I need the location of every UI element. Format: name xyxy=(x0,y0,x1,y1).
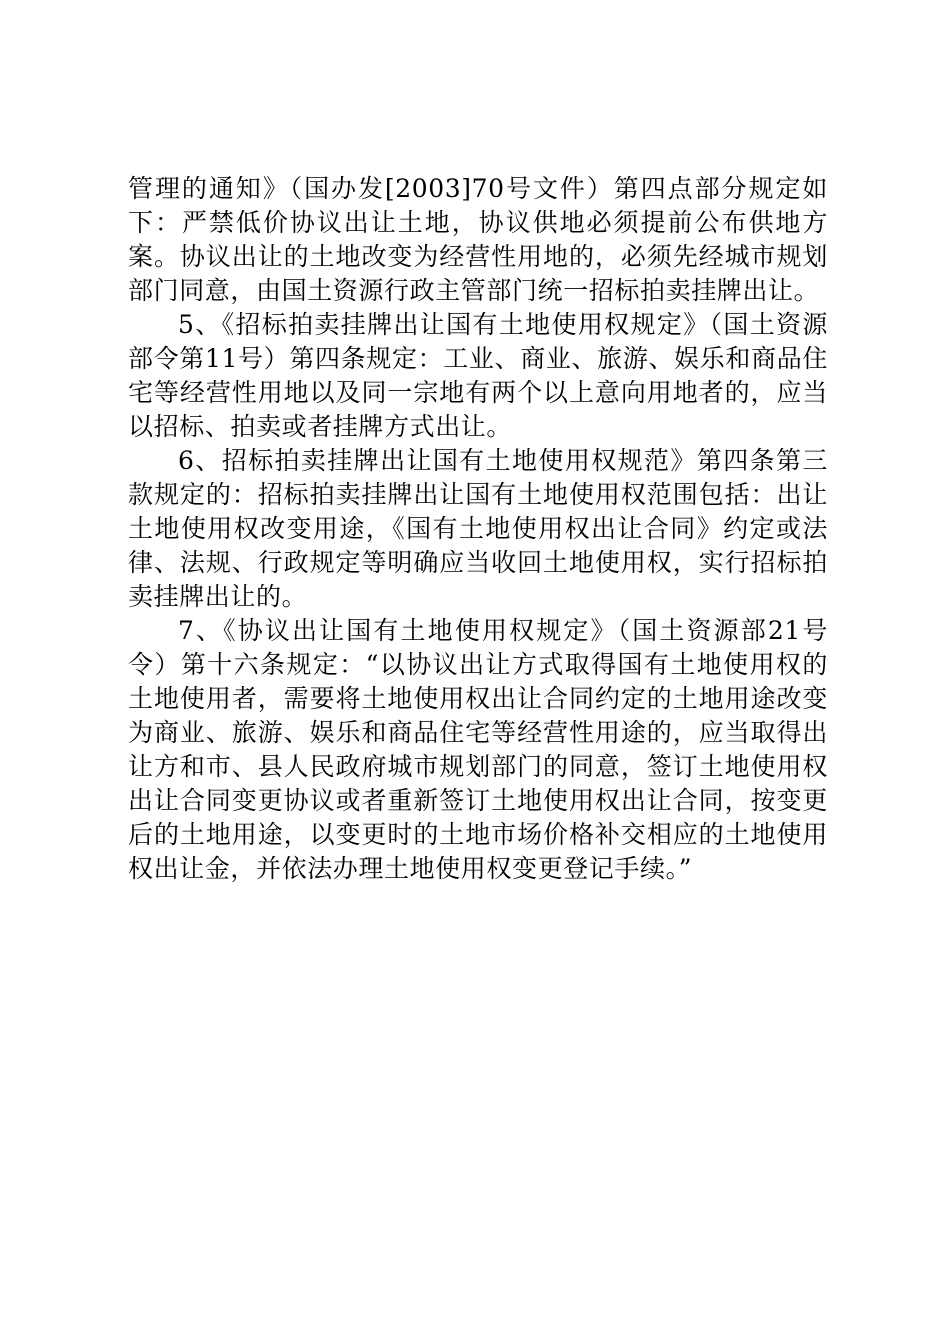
paragraph-continuation: 管理的通知》（国办发[2003]70号文件）第四点部分规定如下：严禁低价协议出让土地，协议供地必须提前公布供地方案。协议出让的土地改变为经营性用地的，必须先经城市规划部门同意，由国土资源行政主管部门统一招标拍卖挂牌出让。 xyxy=(128,174,828,305)
paragraph-item-7: 7、《协议出让国有土地使用权规定》（国土资源部21号令）第十六条规定：“以协议出让方式取得国有土地使用权的土地使用者，需要将土地使用权出让合同约定的土地用途改变为商业、旅游、娱乐和商品住宅等经营性用途的，应当取得出让方和市、县人民政府城市规划部门的同意，签订土地使用权出让合同变更协议或者重新签订土地使用权出让合同，按变更后的土地用途，以变更时的土地市场价格补交相应的土地使用权出让金，并依法办理土地使用权变更登记手续。” xyxy=(128,616,828,883)
paragraph-item-6: 6、招标拍卖挂牌出让国有土地使用权规范》第四条第三款规定的：招标拍卖挂牌出让国有土地使用权范围包括：出让土地使用权改变用途，《国有土地使用权出让合同》约定或法律、法规、行政规定等明确应当收回土地使用权，实行招标拍卖挂牌出让的。 xyxy=(128,446,828,611)
document-body xyxy=(128,172,828,886)
paragraph-item-5: 5、《招标拍卖挂牌出让国有土地使用权规定》（国土资源部令第11号）第四条规定：工业、商业、旅游、娱乐和商品住宅等经营性用地以及同一宗地有两个以上意向用地者的，应当以招标、拍卖或者挂牌方式出让。 xyxy=(128,310,828,441)
